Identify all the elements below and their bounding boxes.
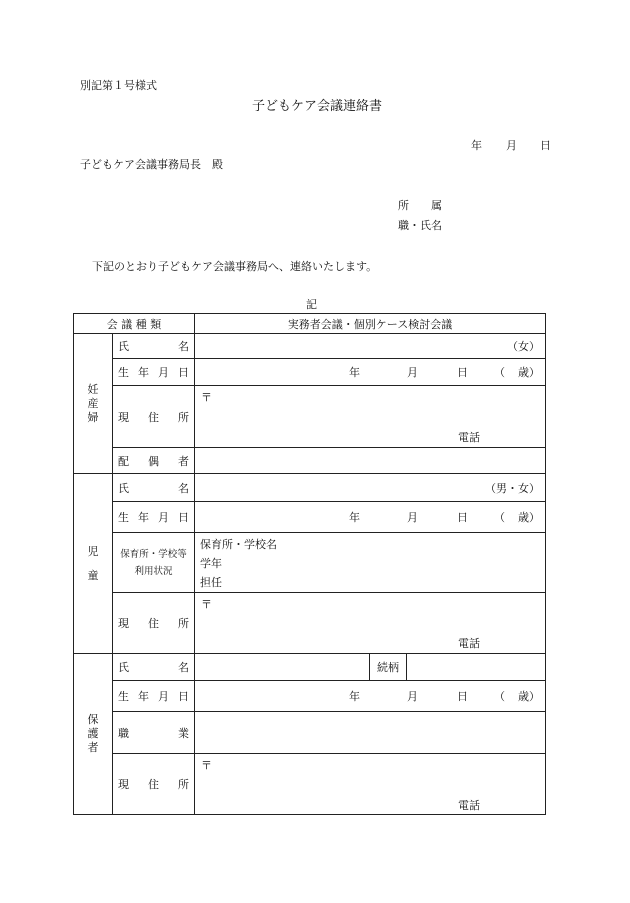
guardian-postal-mark: 〒 bbox=[201, 759, 212, 772]
date-month-label: 月 bbox=[506, 139, 517, 152]
child-name-label: 氏 名 bbox=[113, 474, 195, 502]
month-label: 月 bbox=[407, 366, 418, 379]
guardian-relation-label: 続柄 bbox=[370, 654, 407, 680]
age-label: 歳） bbox=[518, 511, 540, 524]
month-label: 月 bbox=[407, 690, 418, 703]
pregnant-spouse-row bbox=[74, 448, 546, 474]
child-school-field[interactable] bbox=[195, 533, 546, 593]
pregnant-group-label: 妊産婦 bbox=[87, 382, 99, 424]
year-label: 年 bbox=[349, 511, 360, 524]
child-birth-label: 生 年 月 日 bbox=[113, 502, 195, 533]
pregnant-address-row bbox=[74, 386, 546, 448]
child-sex-label: （男・女） bbox=[485, 481, 540, 495]
child-birth-field[interactable] bbox=[195, 502, 546, 533]
paren-open: （ bbox=[494, 511, 505, 524]
pregnant-spouse-field[interactable] bbox=[195, 448, 546, 474]
day-label: 日 bbox=[457, 366, 468, 379]
guardian-address-field[interactable] bbox=[195, 754, 546, 815]
guardian-name-label: 氏 名 bbox=[113, 654, 195, 681]
guardian-birth-row bbox=[74, 681, 546, 712]
guardian-birth-label: 生 年 月 日 bbox=[113, 681, 195, 712]
day-label: 日 bbox=[457, 511, 468, 524]
date-year-label: 年 bbox=[471, 139, 482, 152]
meeting-type-label: 会 議 種 類 bbox=[74, 314, 195, 334]
child-group-cell bbox=[74, 474, 113, 654]
affiliation-label: 所 属 bbox=[398, 199, 442, 212]
date-day-label: 日 bbox=[540, 139, 551, 152]
child-phone-label: 電話 bbox=[458, 637, 480, 650]
child-address-row bbox=[74, 593, 546, 654]
pregnant-name-label: 氏 名 bbox=[113, 334, 195, 359]
child-address-label: 現 住 所 bbox=[113, 593, 195, 654]
child-school-row bbox=[74, 533, 546, 593]
guardian-job-label: 職 業 bbox=[113, 712, 195, 754]
pregnant-phone-label: 電話 bbox=[458, 431, 480, 444]
child-school-label-1: 保育所・学校等 bbox=[120, 548, 187, 560]
child-school-label-cell bbox=[113, 533, 195, 593]
guardian-address-label: 現 住 所 bbox=[113, 754, 195, 815]
guardian-relation-input[interactable] bbox=[407, 654, 545, 680]
age-label: 歳） bbox=[518, 690, 540, 703]
year-label: 年 bbox=[349, 690, 360, 703]
meeting-type-value[interactable]: 実務者会議・個別ケース検討会議 bbox=[195, 314, 546, 334]
pregnant-postal-mark: 〒 bbox=[201, 391, 212, 404]
name-label: 職・氏名 bbox=[398, 219, 442, 232]
child-name-field[interactable] bbox=[195, 474, 546, 502]
pregnant-address-field[interactable] bbox=[195, 386, 546, 448]
month-label: 月 bbox=[407, 511, 418, 524]
intro-text: 下記のとおり子どもケア会議事務局へ、連絡いたします。 bbox=[92, 260, 378, 273]
guardian-birth-field[interactable] bbox=[195, 681, 546, 712]
paren-open: （ bbox=[494, 690, 505, 703]
day-label: 日 bbox=[457, 690, 468, 703]
pregnant-spouse-label: 配 偶 者 bbox=[113, 448, 195, 474]
pregnant-birth-field[interactable] bbox=[195, 359, 546, 386]
paren-open: （ bbox=[494, 366, 505, 379]
child-name-row bbox=[74, 474, 546, 502]
child-address-field[interactable] bbox=[195, 593, 546, 654]
guardian-job-field[interactable] bbox=[195, 712, 546, 754]
pregnant-name-field[interactable] bbox=[195, 334, 546, 359]
child-grade-label: 学年 bbox=[200, 557, 222, 570]
pregnant-group-cell bbox=[74, 334, 113, 474]
pregnant-name-row bbox=[74, 334, 546, 359]
document-title: 子どもケア会議連絡書 bbox=[252, 99, 383, 114]
child-school-label-2: 利用状況 bbox=[134, 565, 173, 577]
guardian-address-row bbox=[74, 754, 546, 815]
child-group-label: 児童 bbox=[87, 544, 99, 582]
meeting-type-row bbox=[74, 314, 546, 334]
form-number: 別記第１号様式 bbox=[80, 79, 157, 92]
contact-form-table bbox=[73, 313, 546, 815]
pregnant-birth-row bbox=[74, 359, 546, 386]
guardian-phone-label: 電話 bbox=[458, 799, 480, 812]
year-label: 年 bbox=[349, 366, 360, 379]
guardian-job-row bbox=[74, 712, 546, 754]
child-postal-mark: 〒 bbox=[201, 598, 212, 611]
pregnant-address-label: 現 住 所 bbox=[113, 386, 195, 448]
guardian-group-cell bbox=[74, 654, 113, 815]
pregnant-sex-label: （女） bbox=[507, 340, 540, 353]
pregnant-birth-label: 生 年 月 日 bbox=[113, 359, 195, 386]
guardian-group-label: 保護者 bbox=[87, 713, 99, 754]
ki-label: 記 bbox=[306, 298, 317, 311]
guardian-name-row bbox=[74, 654, 546, 681]
child-teacher-label: 担任 bbox=[200, 576, 222, 589]
child-school-name-label: 保育所・学校名 bbox=[200, 538, 277, 551]
addressee: 子どもケア会議事務局長 殿 bbox=[80, 158, 223, 171]
guardian-name-field[interactable] bbox=[195, 654, 546, 681]
guardian-name-input[interactable] bbox=[195, 654, 370, 680]
child-birth-row bbox=[74, 502, 546, 533]
age-label: 歳） bbox=[518, 366, 540, 379]
